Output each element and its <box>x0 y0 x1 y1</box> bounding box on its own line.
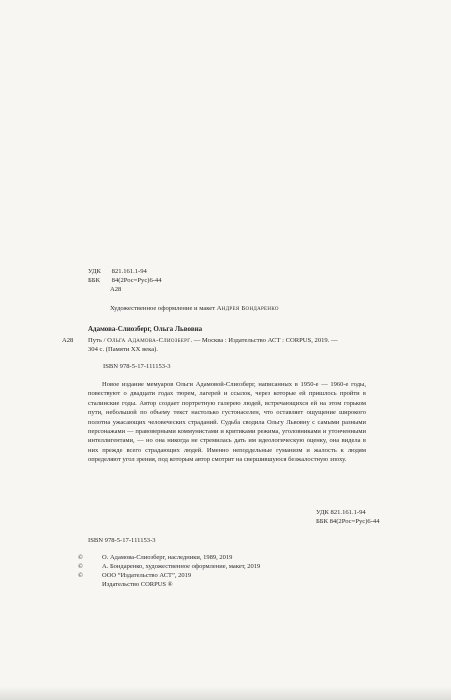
page-bottom-shadow <box>0 686 451 700</box>
udk-value: 821.161.1-94 <box>111 268 147 275</box>
udk-row <box>88 267 147 276</box>
copyright-symbol: © <box>78 572 83 579</box>
author-smallcaps: Ольга Адамова-Слиозберг <box>107 337 191 344</box>
copyright-row <box>78 580 173 589</box>
bibliographic-line-2: 304 с. (Памяти XX века). <box>88 346 158 353</box>
bbk-value: 84(2Рос=Рус)6-44 <box>111 277 162 284</box>
copyright-text: О. Адамова-Слиозберг, наследники, 1989, 2019 <box>102 554 233 561</box>
art-credit <box>110 304 279 313</box>
bibliographic-line-1 <box>88 336 338 345</box>
copyright-text: Издательство CORPUS ® <box>102 581 173 588</box>
udk-right: УДК 821.161.1-94 <box>316 509 366 516</box>
bbk-right: ББК 84(2Рос=Рус)6-44 <box>316 518 380 525</box>
copyright-row <box>78 571 191 580</box>
copyright-row <box>78 562 260 571</box>
copyright-symbol: © <box>78 563 83 570</box>
bibliographic-author-mark: А28 <box>62 337 74 344</box>
copyright-symbol: © <box>78 554 83 561</box>
copyright-text: ООО “Издательство АСТ”, 2019 <box>102 572 192 579</box>
art-credit-name: Андрея Бондаренко <box>216 305 279 312</box>
isbn-top: ISBN 978-5-17-111153-3 <box>103 363 171 370</box>
bbk-label: ББК <box>88 277 100 284</box>
copyright-row <box>78 553 232 562</box>
annotation-text: Новое издание мемуаров Ольги Адамовой-Слиозберг, написанных в 1950-е — 1960-е годы, повествуют о двадцати годах тюрем, лагерей и ссылок, через которые ей пришлось пройти в сталинские годы. Автор создает портретную галерею людей, встречающихся ей на этом горьком пути, небольшой по объему текст настолько густонаселен, что оставляет ощущение широкого полотна ужасающих человеческих страданий. Судьба сводила Ольгу Львовну с самыми разными персонажами — правоверными коммунистами и критиками режима, уголовниками и утонченными интеллигентами, — но она никогда не стремилась дать им идеологическую оценку, она видела в них прежде всего страдающих людей. Именно неподдельные гуманизм и жалость к людям определяют угол зрения, под которым автор смотрит на свершившуюся безжалостную эпоху. <box>88 381 366 464</box>
publisher-text: . — Москва : Издательство АСТ : CORPUS, 2019. — <box>190 337 338 344</box>
udk-label: УДК <box>88 268 101 275</box>
art-credit-prefix: Художественное оформление и макет <box>110 305 216 312</box>
isbn-bottom: ISBN 978-5-17-111153-3 <box>88 537 156 544</box>
bibliographic-heading: Адамова-Слиозберг, Ольга Львовна <box>88 325 203 333</box>
bbk-row <box>88 276 162 285</box>
author-mark-top: А28 <box>110 286 122 293</box>
annotation <box>88 380 366 465</box>
title-text: Путь / <box>88 337 108 344</box>
copyright-text: А. Бондаренко, художественное оформление, макет, 2019 <box>102 563 261 570</box>
